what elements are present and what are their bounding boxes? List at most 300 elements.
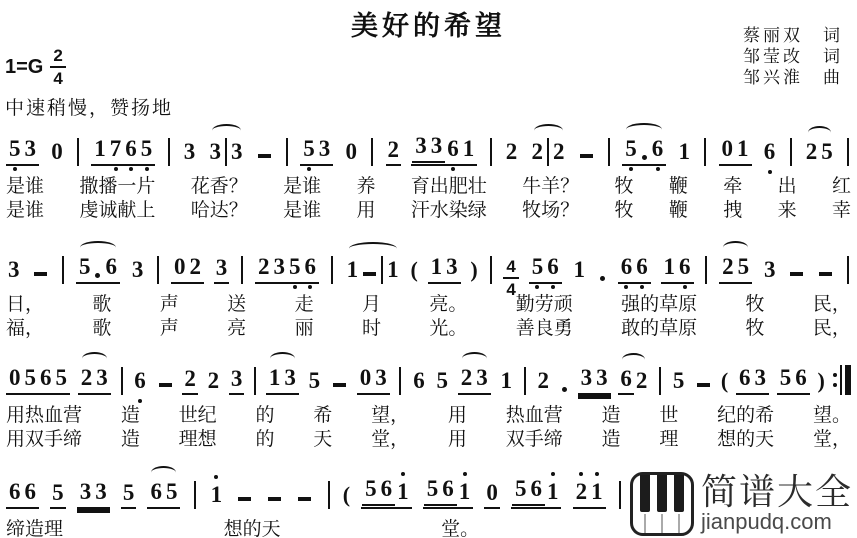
system-1 (6, 118, 851, 222)
note: 6 (304, 254, 316, 279)
song-title: 美好的希望 (351, 11, 506, 41)
barline (381, 256, 383, 284)
note: 0 (9, 365, 21, 390)
time-signature-bottom: 4 (506, 280, 516, 299)
note: 5 (288, 254, 301, 279)
beam-group (529, 255, 562, 284)
beam-group (411, 134, 477, 166)
beam-group (719, 255, 752, 284)
beam-group (77, 480, 110, 509)
lyric-syllable: 敢的草原 (621, 318, 698, 339)
lyric-syllable: 是谁 (283, 176, 322, 197)
lyric-syllable: 走 (294, 294, 314, 315)
beam-group (573, 480, 606, 509)
duration-dash (34, 272, 47, 276)
note: 3 (284, 365, 296, 390)
lyric-syllable: 强的草原 (621, 294, 698, 315)
beam-group (78, 366, 111, 395)
note: 6 (125, 136, 137, 161)
note: 1 (430, 254, 443, 279)
lyric-syllable: 花香？ (190, 176, 248, 197)
note: 6 (795, 365, 807, 390)
note: 6 (442, 476, 454, 501)
augmentation-dot (642, 155, 647, 160)
lyric-syllable: 亮。 (429, 294, 468, 315)
repeat-dot (833, 383, 837, 387)
lyric-syllable: 月 (361, 294, 381, 315)
duration-dash (790, 272, 803, 276)
beam-group (458, 366, 491, 395)
tempo-marking: 中速稍慢，赞扬地 (5, 98, 174, 119)
credits (743, 25, 843, 88)
lyric-syllable: 纪的希 (717, 405, 775, 426)
barline (225, 138, 227, 166)
lyric-syllable: 是谁 (6, 200, 45, 221)
duration-dash (580, 154, 593, 158)
note: 1 (546, 479, 559, 504)
note: 5 (303, 136, 315, 161)
note: 0 (51, 139, 63, 164)
note: 2 (207, 368, 220, 393)
note: 6 (620, 254, 633, 279)
beam-group (622, 137, 666, 166)
note: 6 (9, 479, 21, 504)
barline (62, 256, 64, 284)
note: 3 (596, 365, 608, 390)
lyric-syllable: 来 (777, 200, 797, 221)
lyric-syllable: 用 (447, 405, 467, 426)
note: 2 (80, 365, 93, 390)
watermark-text (700, 471, 853, 535)
lyric-syllable: 天 (313, 429, 333, 450)
note: 3 (754, 365, 766, 390)
barline (194, 481, 196, 509)
note: 3 (764, 257, 776, 282)
beam-group (255, 255, 319, 284)
lyric-syllable: 牧 (745, 294, 765, 315)
note: 3 (476, 365, 488, 390)
note: 6 (447, 136, 459, 161)
slur-group (618, 367, 649, 395)
lyric-adapter-credit: 邹莹改 词 (743, 47, 843, 66)
lyrics-row-2 (6, 317, 851, 340)
lyric-syllable: 送 (227, 294, 247, 315)
augmentation-dot (95, 273, 100, 278)
lyric-syllable: 望。 (812, 405, 851, 426)
lyric-syllable: 日， (6, 294, 45, 315)
note: 0 (345, 139, 357, 164)
note: 6 (134, 368, 146, 393)
music-line (6, 363, 851, 395)
watermark-site-url: jianpudq.com (700, 509, 832, 535)
note: 3 (131, 257, 144, 282)
slur-group (622, 137, 666, 166)
lyric-syllable: 堂。 (441, 519, 480, 538)
beam-group (736, 366, 769, 395)
note: 3 (209, 139, 221, 164)
note: 1 (573, 257, 586, 282)
note: 0 (484, 481, 500, 509)
duration-dash (268, 497, 281, 501)
lyric-syllable: 缔造理 (6, 519, 64, 538)
lyric-syllable: 声 (159, 294, 179, 315)
barline (490, 138, 492, 166)
barline (157, 256, 159, 284)
note: 5 (165, 479, 178, 504)
lyrics-row-1 (6, 404, 851, 427)
note: 2 (805, 139, 818, 164)
note: 5 (9, 136, 21, 161)
lyric-syllable: 牵 (723, 176, 743, 197)
duration-dash (258, 154, 271, 158)
note: 5 (672, 368, 685, 393)
note: 2 (722, 254, 734, 279)
note: 6 (547, 254, 559, 279)
slur-group (458, 366, 491, 395)
barline (168, 138, 170, 166)
beam-group (428, 255, 461, 284)
note: 1 (678, 139, 690, 164)
lyric-syllable: 虔诚献上 (79, 200, 156, 221)
lyric-syllable: 声 (159, 318, 179, 339)
note: 6 (763, 139, 776, 164)
barline (328, 481, 330, 509)
note: 1 (94, 136, 106, 161)
lyric-syllable: 善良勇 (515, 318, 573, 339)
slur-group (147, 480, 180, 509)
note: 6 (380, 476, 393, 501)
repeat-dots (833, 373, 837, 387)
beam-group (512, 477, 545, 506)
watermark-site-name: 简谱大全 (700, 471, 853, 513)
lyric-syllable: 时 (361, 318, 381, 339)
barline (608, 138, 610, 166)
note: 1 (737, 136, 749, 161)
note: 6 (150, 479, 162, 504)
lyric-syllable: 用热血营 (6, 405, 83, 426)
beam-group (661, 255, 694, 284)
slur-group (76, 255, 120, 284)
watermark (630, 472, 853, 536)
beam-group (361, 477, 412, 509)
note: 2 (386, 138, 402, 166)
lyricist-credit: 蔡丽双 词 (743, 26, 843, 45)
lyric-syllable: 汗水染绿 (410, 200, 487, 221)
augmentation-dot (562, 387, 567, 392)
duration-dash (333, 383, 346, 387)
lyric-syllable: 的 (255, 405, 275, 426)
lyric-syllable: 牧场？ (522, 200, 580, 221)
note: 5 (55, 365, 67, 390)
note: 3 (446, 254, 458, 279)
note: 3 (95, 479, 107, 504)
lyric-syllable: 光。 (429, 318, 468, 339)
lyric-syllable: 牛羊？ (522, 176, 580, 197)
barline (547, 138, 549, 166)
note: 5 (625, 136, 637, 161)
repeat-dot (833, 373, 837, 377)
note: 6 (618, 367, 634, 395)
lyric-syllable: 拽 (723, 200, 743, 221)
barline (490, 256, 492, 284)
barline (659, 367, 661, 395)
lyric-syllable: 热血营 (505, 405, 563, 426)
note: 3 (214, 256, 230, 284)
lyric-syllable: 堂， (812, 429, 851, 450)
lyric-syllable: 望， (371, 405, 410, 426)
beam-group (511, 477, 562, 509)
time-signature-bottom: 4 (53, 69, 63, 88)
note: 5 (50, 481, 66, 509)
beam-group (357, 366, 390, 395)
barline (331, 256, 333, 284)
note: 2 (182, 367, 198, 395)
note: 1 (458, 479, 471, 504)
beam-group (618, 255, 651, 284)
piano-icon (630, 472, 694, 536)
lyric-syllable: 用 (447, 429, 467, 450)
duration-dash (697, 383, 710, 387)
note: 5 (140, 136, 153, 161)
note: 0 (721, 136, 733, 161)
note: 5 (121, 481, 137, 509)
lyric-syllable: 理想 (178, 429, 217, 450)
key-signature (5, 47, 66, 87)
note: 3 (318, 136, 331, 161)
note: 0 (359, 365, 372, 390)
note: 3 (24, 136, 36, 161)
barline (254, 367, 256, 395)
repeat-thin-bar (840, 365, 842, 395)
lyric-syllable: 想的天 (717, 429, 775, 450)
duration-dash (159, 383, 172, 387)
lyric-syllable: 歌 (92, 294, 112, 315)
barline (241, 256, 243, 284)
system-2 (6, 236, 851, 340)
note: 1 (387, 257, 399, 282)
augmentation-dot (600, 276, 605, 281)
note: 1 (591, 479, 603, 504)
note: 5 (514, 476, 527, 501)
beam-group (6, 137, 39, 166)
system-3 (6, 347, 851, 451)
lyric-syllable: 用双手缔 (6, 429, 83, 450)
barline (619, 481, 621, 509)
note: 1 (462, 136, 475, 161)
lyrics-row-2 (6, 428, 851, 451)
lyric-syllable: 用 (356, 200, 376, 221)
lyric-syllable: 福， (6, 318, 45, 339)
beam-group (412, 134, 445, 163)
music-line (6, 252, 851, 299)
end-repeat-sign (833, 365, 851, 395)
lyric-syllable: 世 (659, 405, 679, 426)
note: 5 (779, 365, 792, 390)
music-line (6, 477, 623, 509)
slur-group (345, 256, 401, 284)
note: 5 (436, 368, 448, 393)
beam-group (777, 366, 810, 395)
duration-dash (298, 497, 311, 501)
barline (705, 256, 707, 284)
note: 6 (679, 254, 691, 279)
note: 6 (40, 365, 52, 390)
lyrics-row-2 (6, 199, 851, 222)
lyric-syllable: 撒播一片 (79, 176, 156, 197)
beam-group (719, 137, 752, 166)
piano-white-key-lines (644, 514, 680, 533)
lyric-syllable: 的 (255, 429, 275, 450)
lyric-syllable: 歌 (92, 318, 112, 339)
slur-group (530, 138, 567, 166)
note: 6 (24, 479, 36, 504)
note: 2 (257, 254, 270, 279)
beam-group (578, 366, 611, 395)
note: 5 (308, 368, 321, 393)
slur-group (804, 140, 835, 166)
barline (524, 367, 526, 395)
note: 6 (413, 368, 425, 393)
time-signature-top: 4 (503, 258, 518, 279)
note: 5 (24, 365, 36, 390)
lyric-syllable: 牧 (614, 200, 634, 221)
note: 6 (636, 254, 648, 279)
note: 7 (109, 136, 122, 161)
note: 3 (580, 365, 593, 390)
note: 2 (505, 139, 518, 164)
lyric-syllable: 造 (601, 405, 621, 426)
slur-group (719, 255, 752, 284)
duration-dash (819, 272, 832, 276)
beam-group (76, 255, 120, 284)
barline (286, 138, 288, 166)
parenthesis: ( (720, 368, 729, 393)
note: 5 (78, 254, 91, 279)
duration-dash (238, 497, 251, 501)
lyric-syllable: 是谁 (283, 200, 322, 221)
lyric-syllable: 民， (812, 294, 851, 315)
lyric-syllable: 理 (659, 429, 679, 450)
beam-group (424, 477, 457, 506)
note: 3 (8, 257, 20, 282)
beam-group (300, 137, 333, 166)
lyric-syllable: 希 (313, 405, 333, 426)
note: 6 (739, 365, 751, 390)
barline (704, 138, 706, 166)
piano-black-keys (640, 475, 684, 512)
lyrics-row-1 (6, 293, 851, 316)
note: 5 (821, 139, 833, 164)
time-signature (50, 47, 65, 87)
note: 1 (210, 482, 223, 507)
lyric-syllable: 造 (601, 429, 621, 450)
note: 2 (537, 368, 550, 393)
note: 1 (500, 368, 513, 393)
repeat-thick-bar (845, 365, 851, 395)
note: 6 (530, 476, 542, 501)
barline (77, 138, 79, 166)
beam-group (147, 480, 180, 509)
note: 3 (430, 133, 443, 158)
slur-group (78, 366, 111, 395)
lyric-syllable: 造 (120, 429, 140, 450)
note: 3 (375, 365, 387, 390)
note: 3 (183, 139, 196, 164)
barline (847, 138, 849, 166)
lyric-syllable: 勤劳顽 (515, 294, 573, 315)
duration-dash (363, 272, 376, 276)
note: 2 (553, 139, 565, 164)
lyrics-row-1 (6, 518, 479, 538)
lyric-syllable: 是谁 (6, 176, 45, 197)
note: 2 (575, 479, 588, 504)
slur-group (208, 138, 245, 166)
parenthesis: ( (342, 482, 351, 507)
lyric-syllable: 想的天 (223, 519, 281, 538)
note: 1 (397, 479, 409, 504)
note: 2 (635, 368, 648, 393)
note: 6 (651, 136, 664, 161)
barline (371, 138, 373, 166)
lyric-syllable: 鞭 (668, 200, 688, 221)
beam-group (171, 255, 204, 284)
composer-credit: 邹兴淮 曲 (743, 68, 843, 87)
barline (399, 367, 401, 395)
slur-group (266, 366, 299, 395)
lyric-syllable: 育出肥壮 (410, 176, 487, 197)
lyric-syllable: 红 (831, 176, 851, 197)
lyric-syllable: 哈达？ (190, 200, 248, 221)
note: 6 (105, 254, 117, 279)
lyric-syllable: 牧 (614, 176, 634, 197)
beam-group (266, 366, 299, 395)
parenthesis: ( (410, 257, 418, 282)
note: 3 (273, 254, 285, 279)
beam-group (423, 477, 474, 509)
lyrics-row-1 (6, 175, 851, 198)
note: 1 (346, 257, 359, 282)
beam-group (362, 477, 395, 506)
lyric-syllable: 民， (812, 318, 851, 339)
time-signature-inline (503, 258, 518, 298)
beam-group (6, 366, 70, 395)
lyric-syllable: 造 (120, 405, 140, 426)
lyric-syllable: 双手缔 (505, 429, 563, 450)
lyric-syllable: 丽 (294, 318, 314, 339)
note: 2 (460, 365, 473, 390)
barline (121, 367, 123, 395)
note: 2 (189, 254, 201, 279)
note: 3 (79, 479, 92, 504)
lyric-syllable: 堂， (371, 429, 410, 450)
note: 3 (231, 139, 243, 164)
note: 5 (531, 254, 544, 279)
lyric-syllable: 鞭 (668, 176, 688, 197)
barline (847, 256, 849, 284)
note: 3 (229, 367, 245, 395)
beam-group (6, 480, 39, 509)
note: 0 (173, 254, 186, 279)
lyric-syllable: 养 (356, 176, 376, 197)
lyric-syllable: 世纪 (178, 405, 217, 426)
note: 1 (663, 254, 676, 279)
parenthesis: ) (470, 257, 478, 282)
note: 1 (268, 365, 281, 390)
note: 2 (531, 139, 543, 164)
lyric-syllable: 幸 (831, 200, 851, 221)
note: 3 (415, 133, 427, 158)
note: 5 (365, 476, 377, 501)
